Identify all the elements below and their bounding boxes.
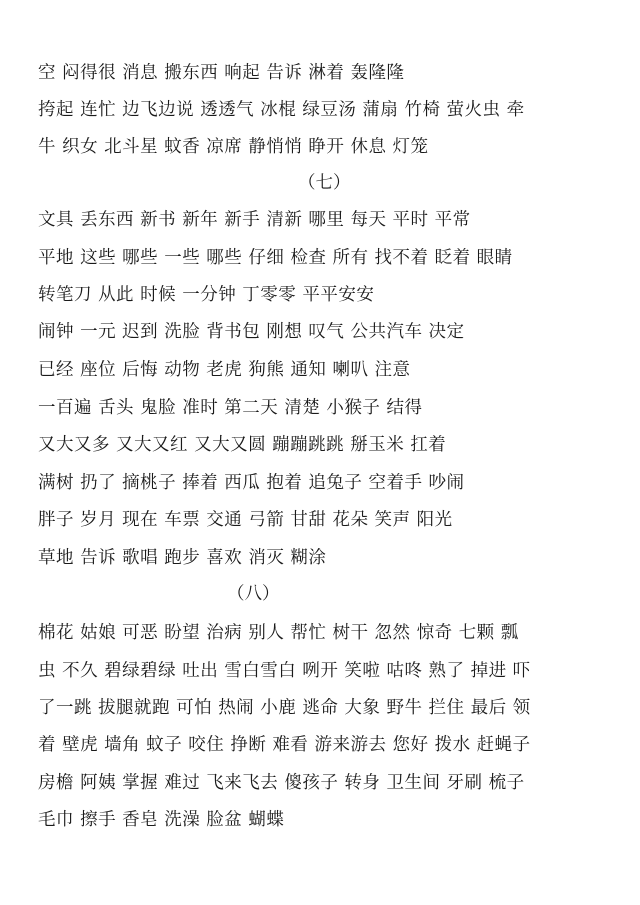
text-line: 已经 座位 后悔 动物 老虎 狗熊 通知 喇叭 注意 (38, 360, 411, 380)
text-line: 平地 这些 哪些 一些 哪些 仔细 检查 所有 找不着 眨着 眼睛 (38, 248, 513, 268)
text-line: 空 闷得很 消息 搬东西 响起 告诉 淋着 轰隆隆 (38, 63, 405, 83)
text-line: 文具 丢东西 新书 新年 新手 清新 哪里 每天 平时 平常 (38, 210, 471, 230)
text-line: 胖子 岁月 现在 车票 交通 弓箭 甘甜 花朵 笑声 阳光 (38, 510, 453, 530)
section-heading-eight: （八） (227, 584, 280, 604)
text-line: 满树 扔了 摘桃子 捧着 西瓜 抱着 追兔子 空着手 吵闹 (38, 473, 465, 493)
text-line: 棉花 姑娘 可恶 盼望 治病 别人 帮忙 树干 忽然 惊奇 七颗 瓢 (38, 623, 519, 643)
text-line: 挎起 连忙 边飞边说 透透气 冰棍 绿豆汤 蒲扇 竹椅 萤火虫 牵 (38, 100, 525, 120)
text-line: 虫 不久 碧绿碧绿 吐出 雪白雪白 咧开 笑啦 咕咚 熟了 掉进 吓 (38, 661, 531, 681)
text-line: 转笔刀 从此 时候 一分钟 丁零零 平平安安 (38, 285, 375, 305)
text-line: 房檐 阿姨 掌握 难过 飞来飞去 傻孩子 转身 卫生间 牙刷 梳子 (38, 773, 525, 793)
text-line: 了一跳 拔腿就跑 可怕 热闹 小鹿 逃命 大象 野牛 拦住 最后 领 (38, 698, 531, 718)
text-line: 草地 告诉 歌唱 跑步 喜欢 消灭 糊涂 (38, 548, 327, 568)
text-line: 毛巾 擦手 香皂 洗澡 脸盆 蝴蝶 (38, 810, 285, 830)
text-line: 牛 织女 北斗星 蚊香 凉席 静悄悄 睁开 休息 灯笼 (38, 137, 429, 157)
text-line: 又大又多 又大又红 又大又圆 蹦蹦跳跳 掰玉米 扛着 (38, 435, 447, 455)
section-heading-seven: （七） (298, 173, 351, 193)
text-line: 一百遍 舌头 鬼脸 准时 第二天 清楚 小猴子 结得 (38, 398, 423, 418)
text-line: 闹钟 一元 迟到 洗脸 背书包 刚想 叹气 公共汽车 决定 (38, 322, 465, 342)
text-line: 着 壁虎 墙角 蚊子 咬住 挣断 难看 游来游去 您好 拨水 赶蝇子 (38, 735, 531, 755)
